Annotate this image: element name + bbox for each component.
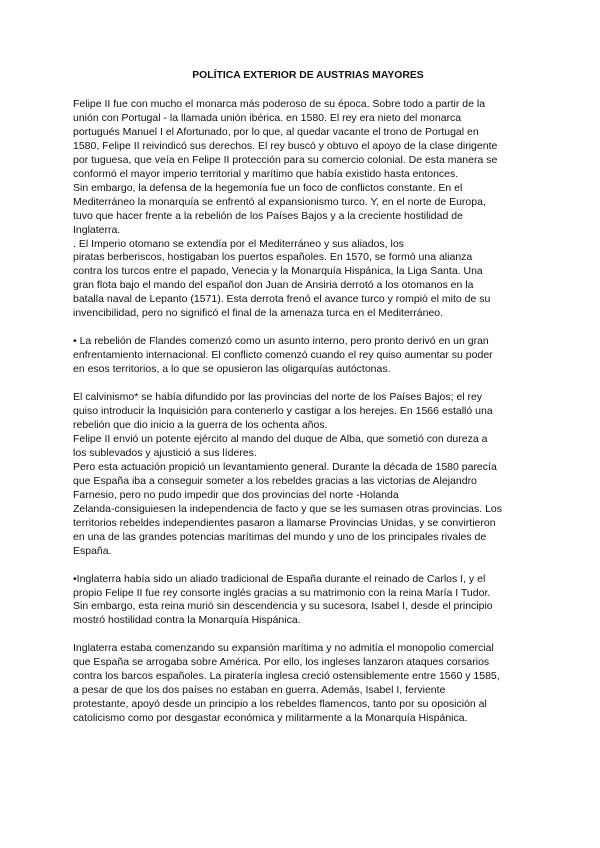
paragraph-flanders-rebellion: • La rebelión de Flandes comenzó como un asunto interno, pero pronto derivó en un gran enfrentamiento internacional. El conflicto comenzó cuando el rey quiso aumentar su poder en esos territorios, a lo que se opusieron las oligarquías autóctonas. <box>73 335 493 376</box>
paragraph-calvinism-netherlands: El calvinismo* se había difundido por las provincias del norte de los Países Bajos; el rey quiso introducir la Inquisición para contenerlo y castigar a los herejes. En 1566 estalló una rebelión que dio inicio a la guerra de los ochenta años. Felipe II envió un potente ejército al mando del duque de Alba, que sometió con dureza a los sublevados y ajustició a sus líderes. Pero esta actuación propició un levantamiento general. Durante la década de 1580 parecía que España iba a conseguir someter a los rebeldes gracias a las victorias de Alejandro Farnesio, pero no pudo impedir que dos provincias del norte -Holanda Zelanda-consiguiesen la independencia de facto y que se les sumasen otras provincias. Los territorios rebeldes independientes pasaron a llamarse Provincias Unidas, y se convirtieron en una de las grandes potencias marítimas del mundo y uno de los principales rivales de España. <box>73 391 503 557</box>
paragraph-england-expansion: Inglaterra estaba comenzando su expansión marítima y no admitía el monopolio comercial que España se arrogaba sobre América. Por ello, los ingleses lanzaron ataques corsarios contra los barcos españoles. La piratería inglesa creció ostensiblemente entre 1560 y 1585, a pesar de que los dos países no estaban en guerra. Además, Isabel I, ferviente protestante, apoyó desde un principio a los rebeldes flamencos, tanto por su oposición al catolicismo como por desgastar económica y militarmente a la Monarquía Hispánica. <box>73 642 500 725</box>
document-page <box>73 70 543 740</box>
paragraph-philip-ii-empire: Felipe II fue con mucho el monarca más poderoso de su época. Sobre todo a partir de la unión con Portugal - la llamada unión ibérica. en 1580. El rey era nieto del monarca portugués Manuel I el Afortunado, por lo que, al quedar vacante el trono de Portugal en 1580, Felipe II reivindicó sus derechos. El rey buscó y obtuvo el apoyo de la clase dirigente por tuguesa, que veía en Felipe II protección para su comercio colonial. De esta manera se conformó el mayor imperio territorial y marítimo que había existido hasta entonces. Sin embargo, la defensa de la hegemonía fue un foco de conflictos constante. En el Mediterráneo la monarquía se enfrentó al expansionismo turco. Y, en el norte de Europa, tuvo que hacer frente a la rebelión de los Países Bajos y a la creciente hostilidad de Inglaterra. . El Imperio otomano se extendía por el Mediterráneo y sus aliados, los piratas berberiscos, hostigaban los puertos españoles. En 1570, se formó una alianza contra los turcos entre el papado, Venecia y la Monarquía Hispánica, la Liga Santa. Una gran flota bajo el mando del español don Juan de Ansiria derrotó a los otomanos en la batalla naval de Lepanto (1571). Esta derrota frenó el avance turco y rompió el mito de su invencibilidad, pero no significó el final de la amenaza turca en el Mediterráneo. <box>73 98 498 320</box>
document-title: POLÍTICA EXTERIOR DE AUSTRIAS MAYORES <box>192 70 424 81</box>
paragraph-england-alliance: •Inglaterra había sido un aliado tradicional de España durante el reinado de Carlos I, y el propio Felipe II fue rey consorte inglés gracias a su matrimonio con la reina María I Tudor. Sin embargo, esta reina murió sin descendencia y su sucesora, Isabel I, desde el principio mostró hostilidad contra la Monarquía Hispánica. <box>73 572 493 627</box>
